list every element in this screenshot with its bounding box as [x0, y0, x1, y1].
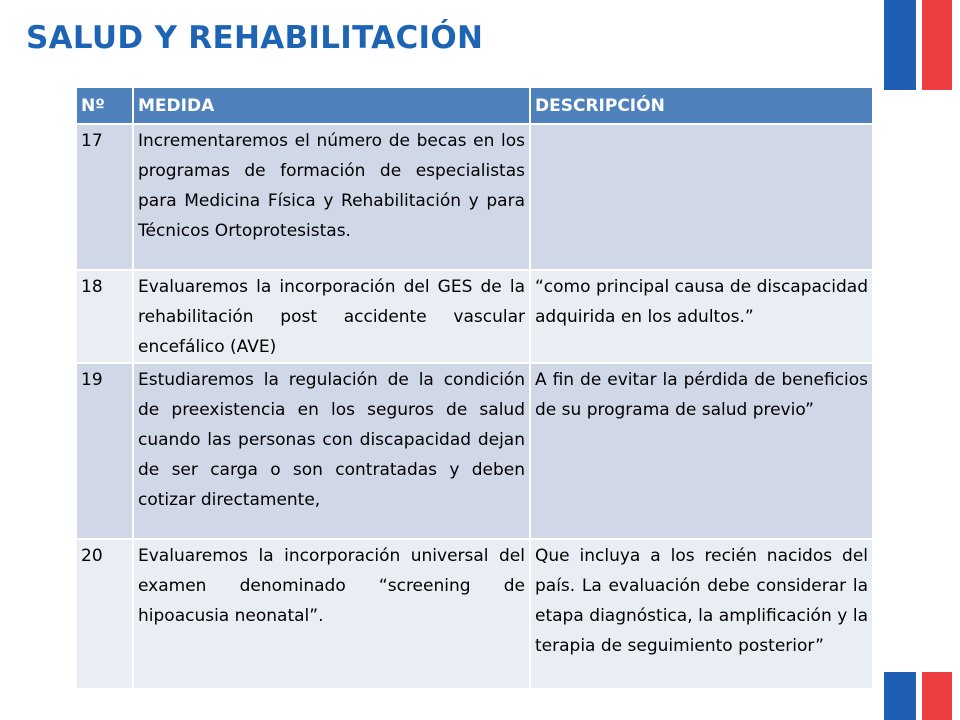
flag-red-band: [922, 672, 952, 720]
chile-flag-stripe-bottom: [884, 672, 952, 720]
table-row: [76, 539, 873, 689]
row-description: [530, 124, 873, 270]
flag-red-band: [922, 0, 952, 90]
measures-table: [75, 86, 874, 690]
table-row: [76, 124, 873, 270]
row-num: 19: [76, 363, 133, 539]
table-header-row: [76, 87, 873, 124]
header-num: Nº: [76, 87, 133, 124]
row-measure: Estudiaremos la regulación de la condición de preexistencia en los seguros de salud cuando las personas con discapacidad dejan de ser carga o son contratadas y deben cotizar directamente,: [133, 363, 530, 539]
row-measure: Evaluaremos la incorporación universal del examen denominado “screening de hipoacusia neonatal”.: [133, 539, 530, 689]
row-measure: Incrementaremos el número de becas en los programas de formación de especialistas para Medicina Física y Rehabilitación y para Técnicos Ortoprotesistas.: [133, 124, 530, 270]
flag-blue-band: [884, 0, 916, 90]
table-row: [76, 270, 873, 363]
flag-blue-band: [884, 672, 916, 720]
page-title: SALUD Y REHABILITACIÓN: [26, 20, 484, 56]
header-measure: MEDIDA: [133, 87, 530, 124]
row-description: Que incluya a los recién nacidos del país. La evaluación debe considerar la etapa diagnóstica, la amplificación y la terapia de seguimiento posterior”: [530, 539, 873, 689]
header-description: DESCRIPCIÓN: [530, 87, 873, 124]
row-num: 18: [76, 270, 133, 363]
chile-flag-stripe-top: [884, 0, 952, 90]
row-num: 17: [76, 124, 133, 270]
row-measure: Evaluaremos la incorporación del GES de la rehabilitación post accidente vascular encefálico (AVE): [133, 270, 530, 363]
row-description: “como principal causa de discapacidad adquirida en los adultos.”: [530, 270, 873, 363]
row-num: 20: [76, 539, 133, 689]
table-row: [76, 363, 873, 539]
row-description: A fin de evitar la pérdida de beneficios de su programa de salud previo”: [530, 363, 873, 539]
